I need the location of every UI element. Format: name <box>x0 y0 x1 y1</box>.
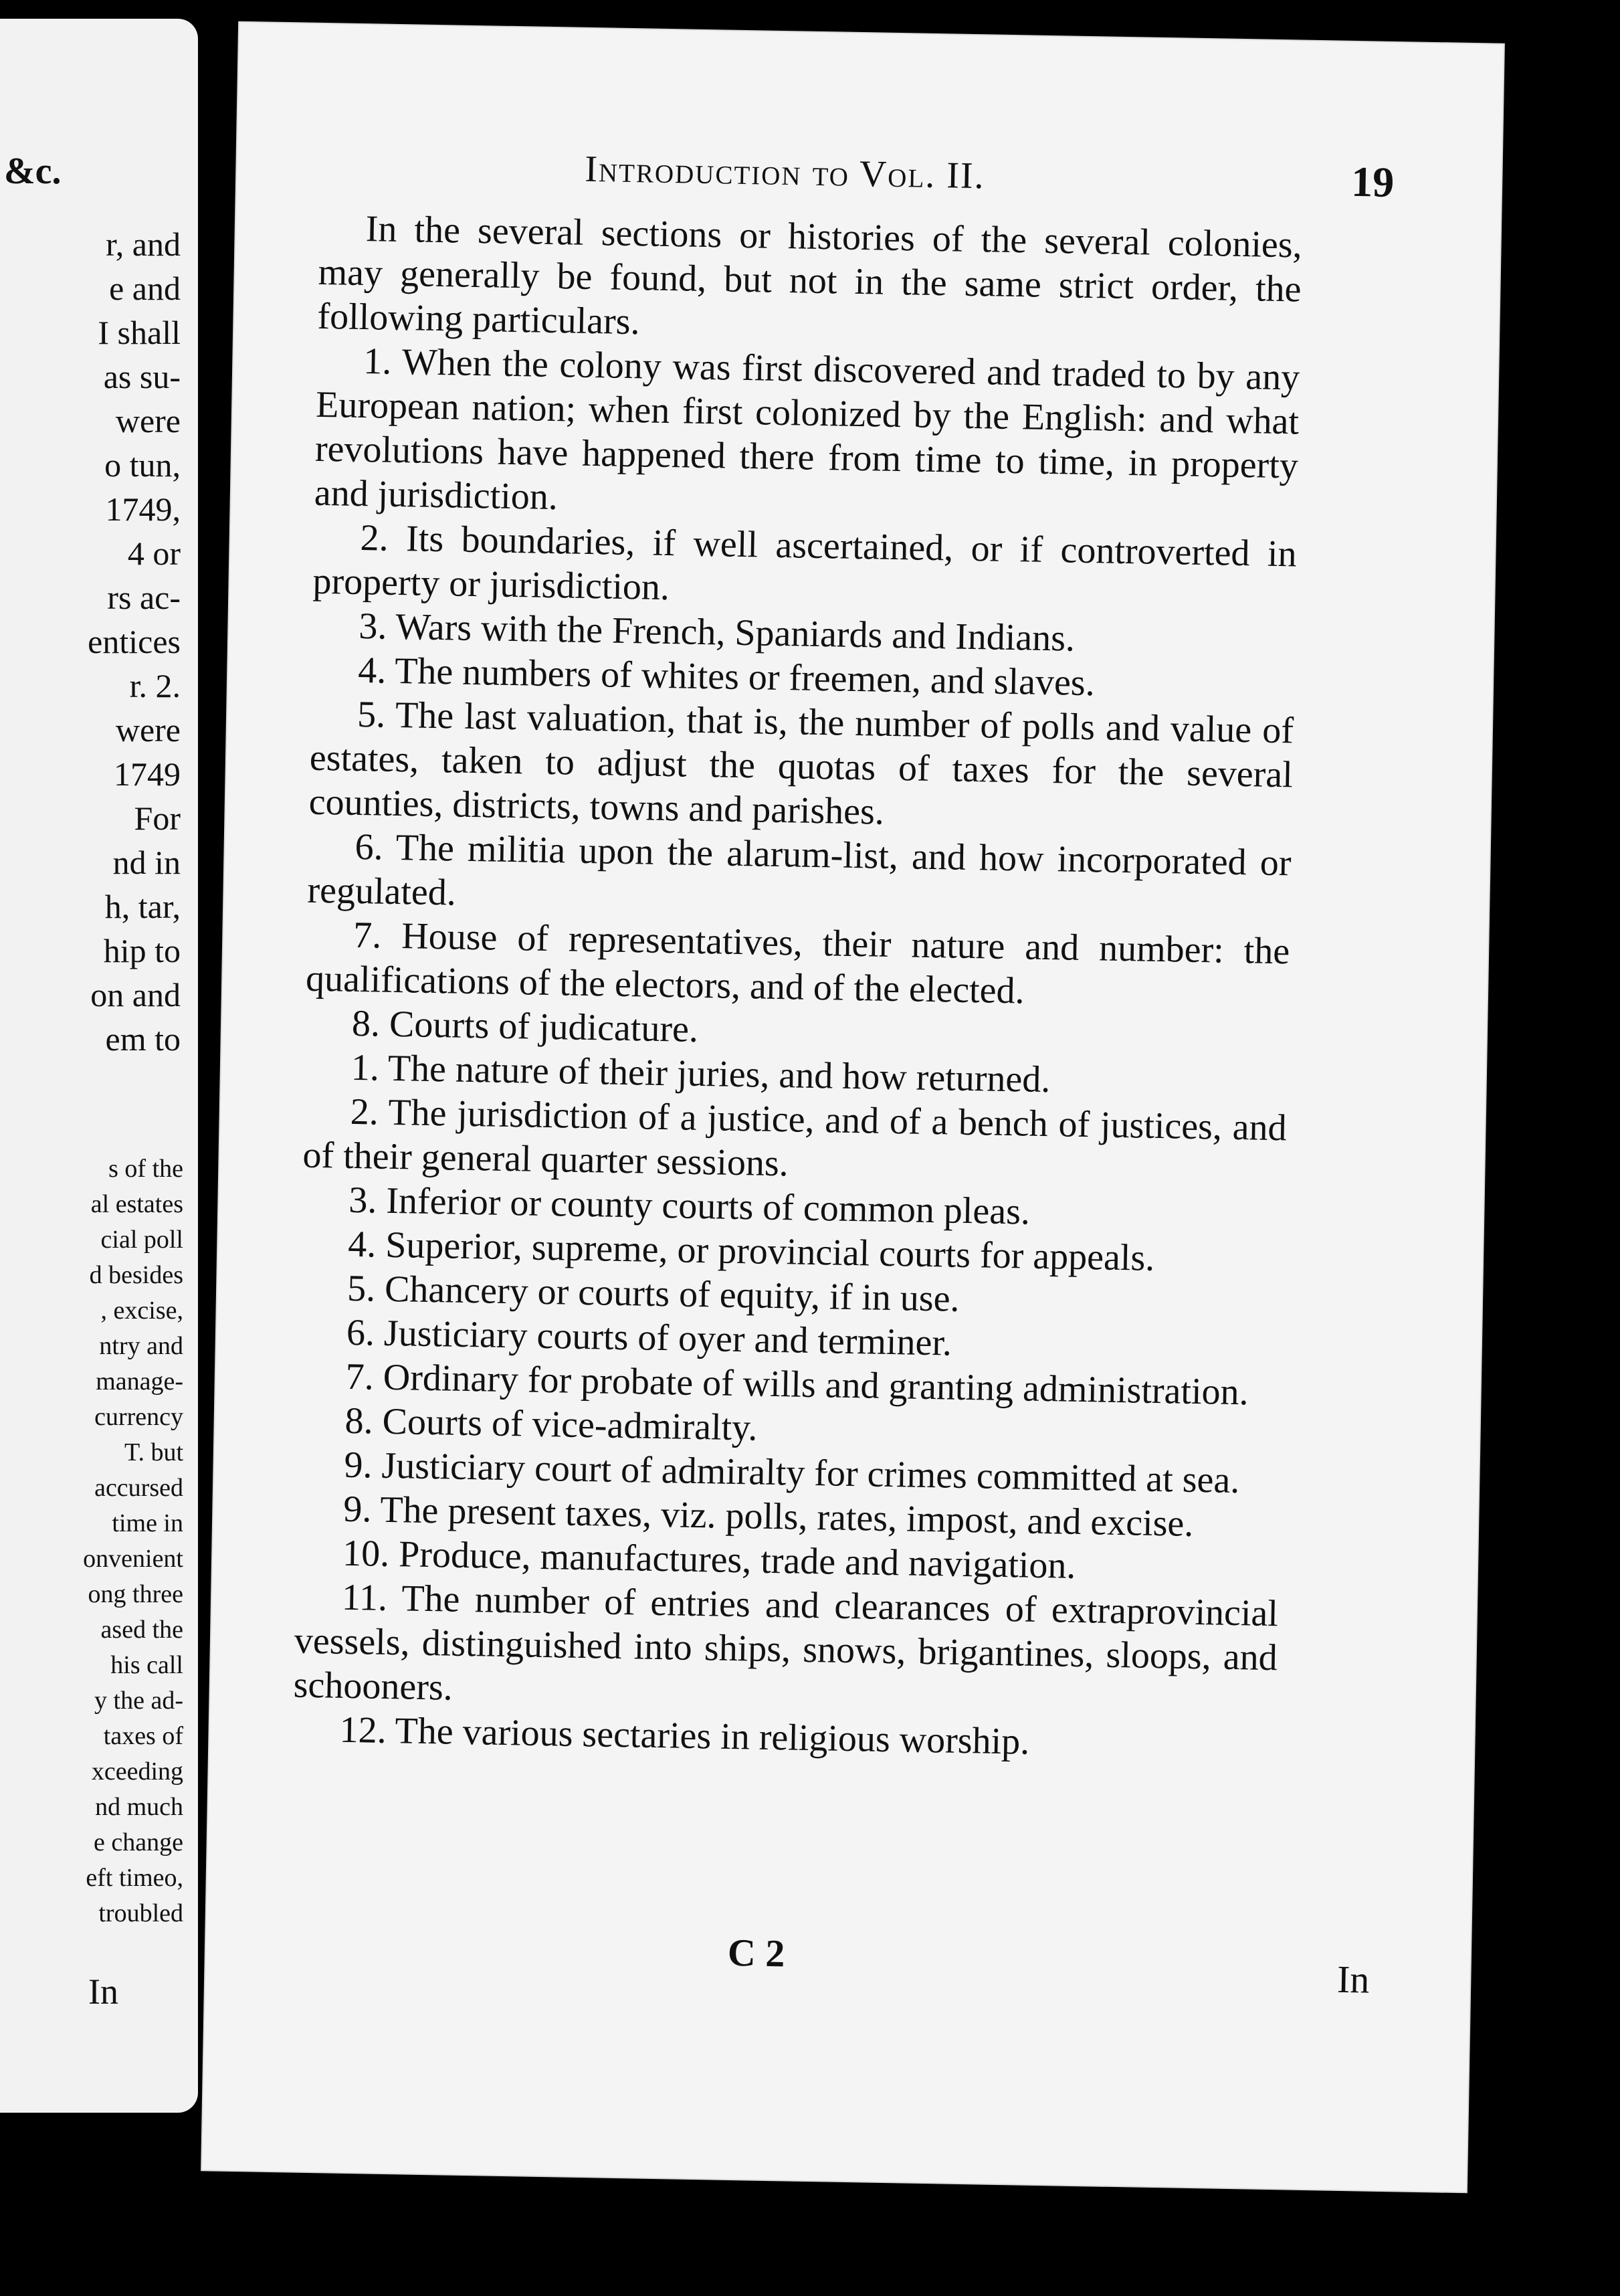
sub-list-item: 2. The jurisdiction of a justice, and of a bench of justices, and of their general quarter sessions. <box>302 1090 1288 1185</box>
left-page-line: manage- <box>96 1367 183 1396</box>
list-item: 11. The number of entries and clearances of extraprovincial vessels, distinguished into ships, snows, brigantines, sloops, and schooners. <box>293 1576 1279 1709</box>
left-page-line: time in <box>112 1509 183 1537</box>
list-item: 1. When the colony was first discovered and traded to by any European nation; when first colonized by the English: and what revolutions have happened there from time to time, in property and jurisdiction. <box>314 341 1300 518</box>
left-page-line: troubled <box>98 1899 183 1927</box>
left-page-line: e and <box>109 270 181 307</box>
left-page-line: For <box>134 799 181 837</box>
list-item: 5. The last valuation, that is, the number of polls and value of estates, taken to adjust the quotas of taxes for the several counties, districts, towns and parishes. <box>308 693 1294 833</box>
sub-list-item: 4. Superior, supreme, or provincial courts for appeals. <box>347 1223 1155 1279</box>
left-page-line: his call <box>110 1651 183 1679</box>
list-item: 8. Courts of judicature. <box>351 1002 699 1050</box>
intro-paragraph: In the several sections or histories of the several colonies, may generally be found, but not in the same strict order, the following particulars. <box>316 208 1303 343</box>
left-page-line: ong three <box>88 1580 183 1608</box>
sub-list-item: 8. Courts of vice-admiralty. <box>344 1400 758 1449</box>
left-page-line: rs ac- <box>107 579 181 616</box>
left-page-line: currency <box>94 1403 183 1431</box>
left-page-line: I shall <box>98 314 181 351</box>
left-page-line: as su- <box>103 358 181 395</box>
left-page-line: T. but <box>124 1438 183 1466</box>
left-page-line: al estates <box>90 1190 183 1218</box>
sub-list-item: 5. Chancery or courts of equity, if in use. <box>346 1267 960 1320</box>
left-page-line: r. 2. <box>129 667 181 704</box>
right-page <box>202 23 1504 2192</box>
left-page-line: nd in <box>112 844 181 881</box>
left-page-line: , excise, <box>100 1297 183 1325</box>
sub-list-item: 1. The nature of their juries, and how returned. <box>350 1046 1051 1101</box>
left-page-line: y the ad- <box>94 1687 183 1715</box>
left-page-line: 4 or <box>127 535 181 572</box>
catchword: In <box>1336 1957 1370 2002</box>
running-header: Introduction to Vol. II. <box>584 148 986 197</box>
sub-list-item: 6. Justiciary courts of oyer and terminer. <box>346 1311 952 1364</box>
left-page-line: h, tar, <box>104 888 181 925</box>
list-item: 7. House of representatives, their nature and number: the qualifications of the electors, and of the elected. <box>305 914 1290 1012</box>
left-page-line: 1749, <box>105 490 181 528</box>
left-page-line: were <box>115 711 181 749</box>
left-page-line: onvenient <box>83 1545 183 1573</box>
left-page-line: s of the <box>108 1155 183 1183</box>
list-item: 10. Produce, manufactures, trade and navigation. <box>342 1532 1076 1587</box>
left-page-line: ased the <box>100 1616 183 1644</box>
list-item: 6. The militia upon the alarum-list, and how incorporated or regulated. <box>306 826 1292 914</box>
left-page-line: hip to <box>103 932 181 969</box>
sub-list-item: 7. Ordinary for probate of wills and granting administration. <box>345 1355 1249 1414</box>
left-page-line: r, and <box>106 225 181 263</box>
left-page-line: entices <box>88 623 181 660</box>
signature-mark: C 2 <box>727 1930 785 1976</box>
left-page-line: nd much <box>95 1793 183 1821</box>
left-page-line: cial poll <box>100 1226 183 1254</box>
list-item: 2. Its boundaries, if well ascertained, or if controverted in property or jurisdiction. <box>312 517 1298 609</box>
sub-list-item: 9. Justiciary court of admiralty for crimes committed at sea. <box>344 1444 1240 1502</box>
sub-list-item: 3. Inferior or county courts of common pleas. <box>348 1179 1031 1233</box>
body-text <box>292 206 1302 1768</box>
left-page-line: eft timeo, <box>86 1864 183 1892</box>
left-page-line: accursed <box>94 1474 183 1502</box>
left-page-line: 1749 <box>114 755 181 793</box>
page-number: 19 <box>1350 157 1395 206</box>
left-page-line: ntry and <box>99 1332 183 1360</box>
left-page-line: xceeding <box>91 1757 183 1786</box>
left-page-line: e change <box>94 1828 183 1856</box>
left-page <box>0 19 198 2113</box>
list-item: 4. The numbers of whites or freemen, and slaves. <box>357 649 1096 704</box>
left-page-line: o tun, <box>104 446 181 484</box>
left-page-line: d besides <box>89 1261 183 1289</box>
list-item: 12. The various sectaries in religious worship. <box>339 1709 1030 1763</box>
list-item: 9. The present taxes, viz. polls, rates, impost, and excise. <box>342 1488 1194 1545</box>
left-page-line: em to <box>105 1020 181 1058</box>
left-page-line: taxes of <box>103 1722 183 1750</box>
left-page-catchword: In <box>88 1972 118 2012</box>
left-page-header: &c. <box>4 151 62 192</box>
list-item: 3. Wars with the French, Spaniards and Indians. <box>358 605 1076 660</box>
left-page-line: were <box>115 402 181 440</box>
left-page-line: on and <box>90 976 181 1014</box>
